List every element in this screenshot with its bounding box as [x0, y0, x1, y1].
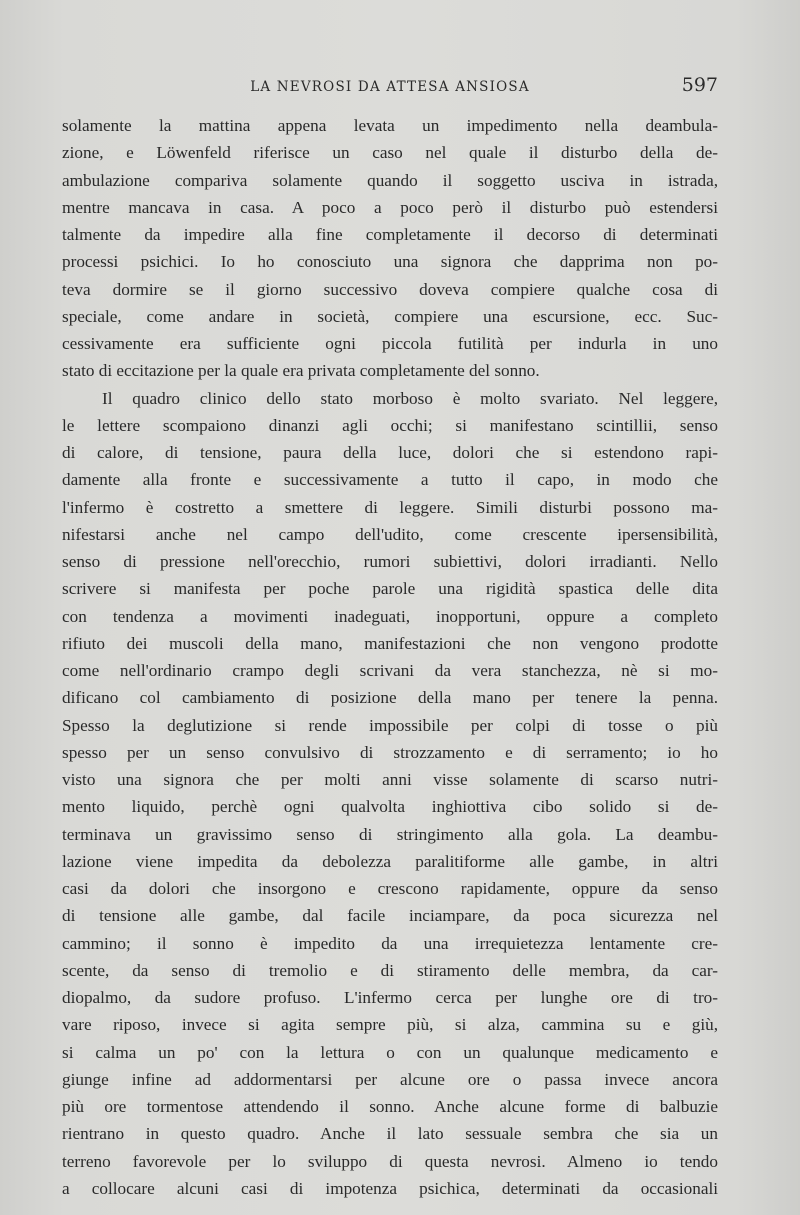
- text-line: cammino; il sonno è impedito da una irrequietezza lentamente cre-: [62, 933, 718, 953]
- text-line: casi da dolori che insorgono e crescono rapidamente, oppure da senso: [62, 879, 718, 898]
- text-line: lazione viene impedita da debolezza paralitiforme alle gambe, in altri: [62, 851, 718, 871]
- text-line: rifiuto dei muscoli della mano, manifestazioni che non vengono prodotte: [62, 633, 718, 653]
- text-line: solamente la mattina appena levata un impedimento nella deambula-: [62, 116, 718, 135]
- text-line: diopalmo, da sudore profuso. L'infermo cerca per lunghe ore di tro-: [62, 988, 718, 1007]
- text-line: cessivamente era sufficiente ogni piccola futilità per indurla in uno: [62, 334, 718, 353]
- text-line: vare riposo, invece si agita sempre più, si alza, cammina su e giù,: [62, 1015, 718, 1035]
- text-line: come nell'ordinario crampo degli scrivani da vera stanchezza, nè si mo-: [62, 661, 718, 680]
- text-line: stato di eccitazione per la quale era privata completamente del sonno.: [62, 361, 540, 381]
- text-line: a collocare alcuni casi di impotenza psichica, determinati da occasionali: [62, 1178, 718, 1198]
- paragraph-first-line: Il quadro clinico dello stato morboso è molto svariato. Nel leggere,: [102, 388, 718, 408]
- text-line: damente alla fronte e successivamente a tutto il capo, in modo che: [62, 470, 718, 490]
- text-line: di calore, di tensione, paura della luce, dolori che si estendono rapi-: [62, 443, 718, 462]
- running-title: LA NEVROSI DA ATTESA ANSIOSA: [250, 79, 530, 95]
- running-head: [62, 76, 718, 98]
- text-line: spesso per un senso convulsivo di strozzamento e di serramento; io ho: [62, 742, 718, 762]
- text-line: più ore tormentose attendendo il sonno. Anche alcune forme di balbuzie: [62, 1097, 718, 1116]
- text-line: con tendenza a movimenti inadeguati, inopportuni, oppure a completo: [62, 606, 718, 626]
- text-line: mentre mancava in casa. A poco a poco però il disturbo può estendersi: [62, 197, 718, 217]
- text-line: zione, e Löwenfeld riferisce un caso nel quale il disturbo della de-: [62, 143, 718, 163]
- text-line: l'infermo è costretto a smettere di leggere. Simili disturbi possono ma-: [62, 497, 718, 517]
- text-line: teva dormire se il giorno successivo doveva compiere qualche cosa di: [62, 279, 718, 299]
- text-line: terreno favorevole per lo sviluppo di questa nevrosi. Almeno io tendo: [62, 1151, 718, 1171]
- body-text: [62, 112, 718, 1202]
- text-line: mento liquido, perchè ogni qualvolta inghiottiva cibo solido si de-: [62, 797, 718, 817]
- text-line: speciale, come andare in società, compiere una escursione, ecc. Suc-: [62, 306, 718, 326]
- text-line: le lettere scompaiono dinanzi agli occhi; si manifestano scintillii, senso: [62, 415, 718, 435]
- text-line: processi psichici. Io ho conosciuto una signora che dapprima non po-: [62, 252, 718, 272]
- page-number: 597: [681, 74, 718, 96]
- text-line: di tensione alle gambe, dal facile inciampare, da poca sicurezza nel: [62, 906, 718, 926]
- text-line: talmente da impedire alla fine completamente il decorso di determinati: [62, 225, 718, 244]
- text-line: dificano col cambiamento di posizione della mano per tenere la penna.: [62, 688, 718, 708]
- text-line: giunge infine ad addormentarsi per alcune ore o passa invece ancora: [62, 1069, 718, 1089]
- text-line: terminava un gravissimo senso di stringimento alla gola. La deambu-: [62, 824, 718, 844]
- text-line: scente, da senso di tremolio e di stiramento delle membra, da car-: [62, 960, 718, 980]
- text-line: si calma un po' con la lettura o con un qualunque medicamento e: [62, 1042, 718, 1062]
- text-line: Spesso la deglutizione si rende impossibile per colpi di tosse o più: [62, 715, 718, 735]
- text-line: rientrano in questo quadro. Anche il lato sessuale sembra che sia un: [62, 1124, 718, 1144]
- text-line: visto una signora che per molti anni visse solamente di scarso nutri-: [62, 770, 718, 789]
- text-line: scrivere si manifesta per poche parole una rigidità spastica delle dita: [62, 579, 718, 599]
- text-line: ambulazione compariva solamente quando il soggetto usciva in istrada,: [62, 170, 718, 190]
- text-line: nifestarsi anche nel campo dell'udito, come crescente ipersensibilità,: [62, 524, 718, 544]
- text-line: senso di pressione nell'orecchio, rumori subiettivi, dolori irradianti. Nello: [62, 552, 718, 571]
